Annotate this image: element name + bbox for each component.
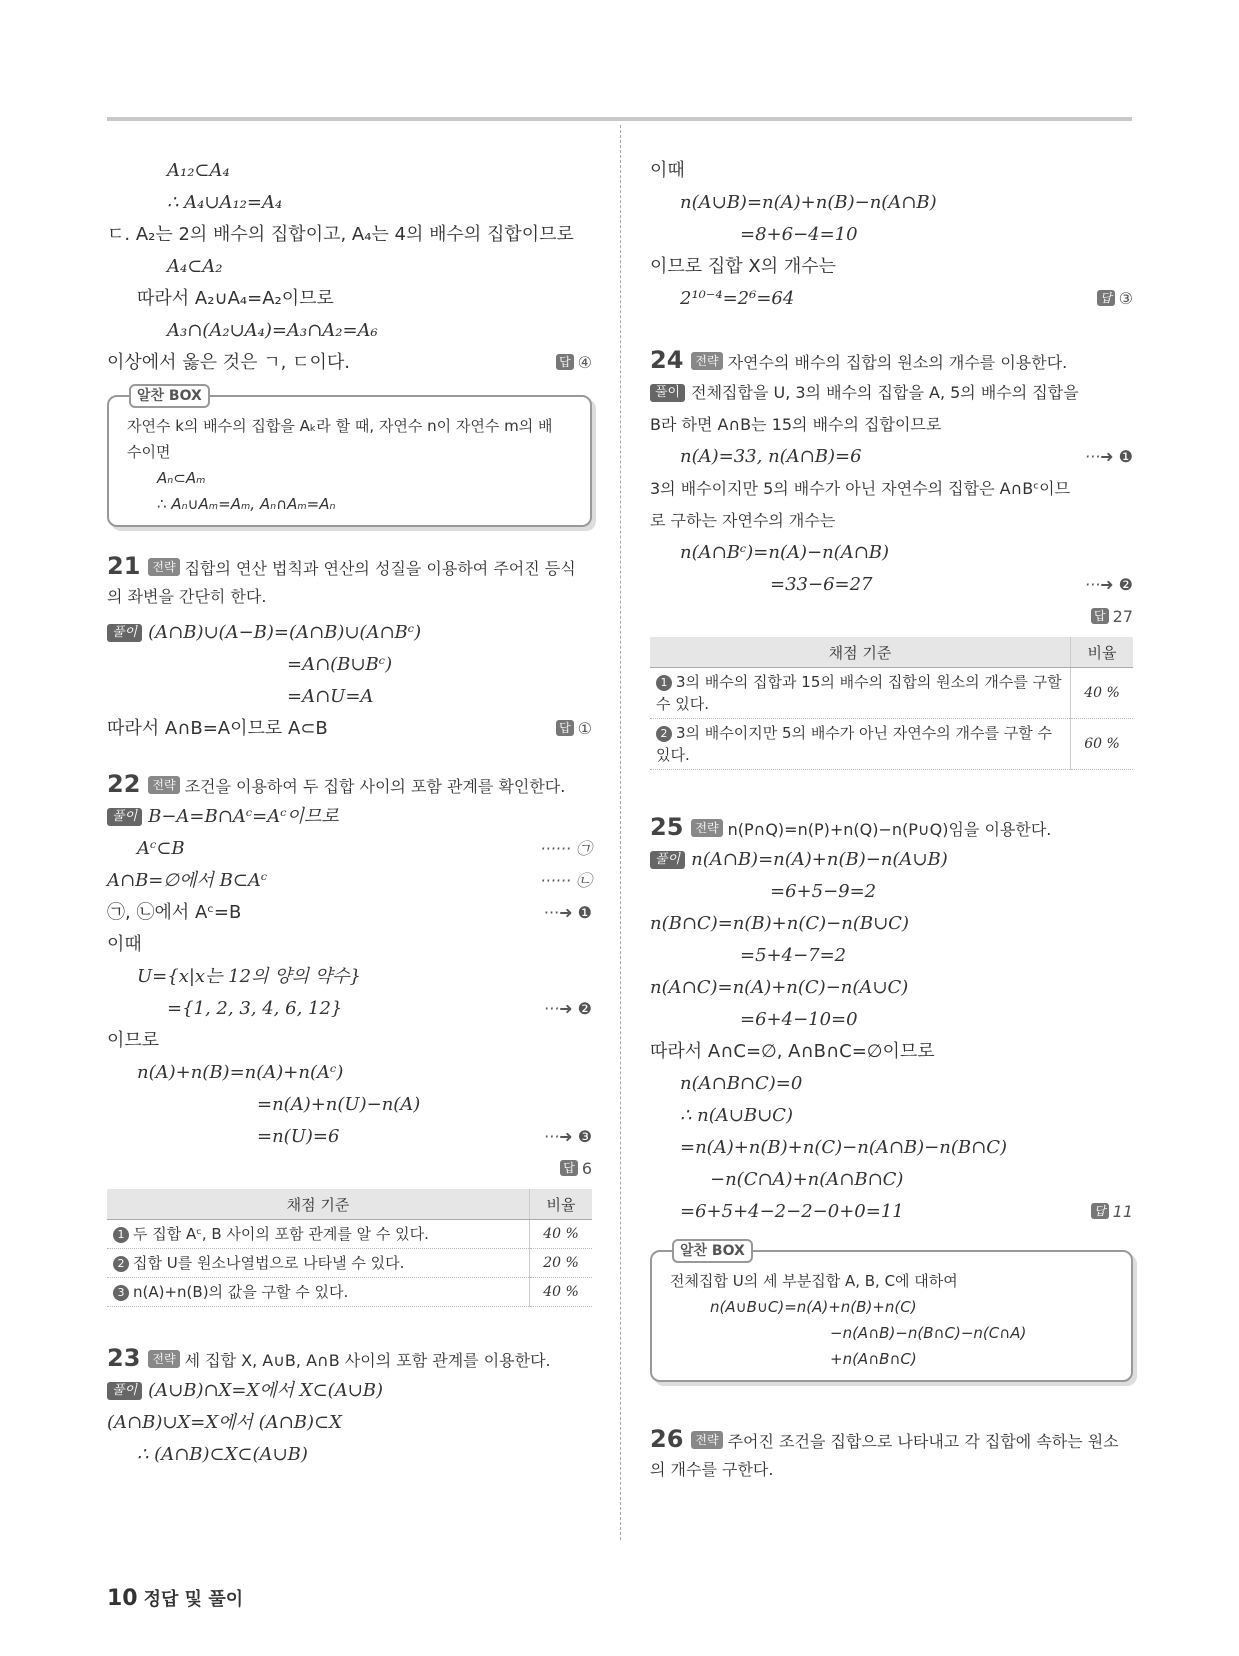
prev-line: ∴ A₄∪A₁₂=A₄	[167, 192, 283, 213]
answer-mark: 답 ①	[556, 713, 592, 745]
prev-line: A₃∩(A₂∪A₄)=A₃∩A₂=A₆	[167, 320, 378, 341]
tip-box-title: 알찬 BOX	[129, 384, 210, 408]
prev-line: 따라서 A₂∪A₄=A₂이므로	[137, 288, 334, 309]
question-22-header: 22 전략 조건을 이용하여 두 집합 사이의 포함 관계를 확인한다.	[107, 770, 566, 798]
answer-mark: 답 ③	[1097, 283, 1133, 315]
answer-mark: 답 11	[1091, 1196, 1133, 1228]
tip-box: 알찬 BOX 자연수 k의 배수의 집합을 Aₖ라 할 때, 자연수 n이 자연수 m의 배 수이면 Aₙ⊂Aₘ ∴ Aₙ∪Aₘ=Aₘ, Aₙ∩Aₘ=Aₙ	[107, 395, 592, 527]
grading-table: 채점 기준 비율 1 두 집합 Aᶜ, B 사이의 포함 관계를 알 수 있다. 40 % 2 집합 U를 원소나열법으로 나타낼 수 있다. 20 % 3 n(A)+n(B)의 값을 구할 수 있다. 40 %	[107, 1189, 592, 1307]
answer-mark: 답 ④	[556, 347, 592, 379]
prev-line: A₄⊂A₂	[167, 256, 223, 277]
answer-mark: 답 6	[560, 1153, 592, 1185]
prev-line: 이상에서 옳은 것은 ㄱ, ㄷ이다. 답 ④	[107, 347, 592, 379]
question-23-header: 23 전략 세 집합 X, A∪B, A∩B 사이의 포함 관계를 이용한다.	[107, 1344, 551, 1372]
column-divider	[620, 125, 621, 1540]
page-number: 10	[107, 1586, 138, 1611]
page-footer	[107, 1585, 243, 1611]
answer-mark: 답 27	[1091, 601, 1133, 633]
question-21-header: 21 전략 집합의 연산 법칙과 연산의 성질을 이용하여 주어진 등식	[107, 552, 576, 580]
table-row: 3 n(A)+n(B)의 값을 구할 수 있다. 40 %	[107, 1278, 592, 1307]
table-row: 2 3의 배수이지만 5의 배수가 아닌 자연수의 개수를 구할 수 있다. 60 %	[650, 719, 1133, 770]
tip-box: 알찬 BOX 전체집합 U의 세 부분집합 A, B, C에 대하여 n(A∪B∪C)=n(A)+n(B)+n(C) −n(A∩B)−n(B∩C)−n(C∩A) +n(A∩B∩C)	[650, 1250, 1133, 1382]
question-26-header: 26 전략 주어진 조건을 집합으로 나타내고 각 집합에 속하는 원소	[650, 1425, 1119, 1453]
prev-line: A₁₂⊂A₄	[167, 160, 230, 181]
question-24-header: 24 전략 자연수의 배수의 집합의 원소의 개수를 이용한다.	[650, 346, 1068, 374]
right-column: 이때 n(A∪B)=n(A)+n(B)−n(A∩B) =8+6−4=10 이므로 집합 X의 개수는 2¹⁰⁻⁴=2⁶=64 답 ③ 24 전략 자연수의 배수의 집합의 원소의 개수를 이용한다. 풀이 전체집합을 U, 3의 배수의 집합을 A, 5의 배수의 집합을 B라 하면 A∩B는 15의 배수의 집합이므로 n(A)=33, n(A∩B)=6 ···➜ ❶ 3의 배수이지만 5의 배수가 아닌 자연수의 집합은 A∩Bᶜ이므 로 구하는 자연수의 개수는 n(A∩Bᶜ)=n(A)−n(A∩B) =33−6=27 ···➜ ❷ 답 27 채점 기준 비율 1 3의 배수의 집합과 15의 배수의 집합의 원소의 개수를 구할 수 있다. 40 % 2 3의 배수이지만 5의 배수가 아닌 자연수의 개수를 구할 수 있다. 60 % 25 전략 n(P∩Q)=n(P)+n(Q)−n(P∪Q)임을 이용한다. 풀이 n(A∩B)=n(A)+n(B)−n(A∪B) =6+5−9=2 n(B∩C)=n(B)+n(C)−n(B∪C) =5+4−7=2 n(A∩C)=n(A)+n(C)−n(A∪C) =6+4−10=0 따라서 A∩C=∅, A∩B∩C=∅이므로 n(A∩B∩C)=0 ∴ n(A∪B∪C) =n(A)+n(B)+n(C)−n(A∩B)−n(B∩C) −n(C∩A)+n(A∩B∩C) =6+5+4−2−2−0+0=11 답 11 알찬 BOX 전체집합 U의 세 부분집합 A, B, C에 대하여 n(A∪B∪C)=n(A)+n(B)+n(C) −n(A∩B)−n(B∩C)−n(C∩A) +n(A∩B∩C) 26 전략 주어진 조건을 집합으로 나타내고 각 집합에 속하는 원소 의 개수를 구한다.	[650, 160, 1133, 1479]
left-column: A₁₂⊂A₄ ∴ A₄∪A₁₂=A₄ ㄷ. A₂는 2의 배수의 집합이고, A₄는 4의 배수의 집합이므로 A₄⊂A₂ 따라서 A₂∪A₄=A₂이므로 A₃∩(A₂∪A₄)=A₃∩A₂=A₆ 이상에서 옳은 것은 ㄱ, ㄷ이다. 답 ④ 알찬 BOX 자연수 k의 배수의 집합을 Aₖ라 할 때, 자연수 n이 자연수 m의 배 수이면 Aₙ⊂Aₘ ∴ Aₙ∪Aₘ=Aₘ, Aₙ∩Aₘ=Aₙ 21 전략 집합의 연산 법칙과 연산의 성질을 이용하여 주어진 등식 의 좌변을 간단히 한다. 풀이 (A∩B)∪(A−B)=(A∩B)∪(A∩Bᶜ) =A∩(B∪Bᶜ) =A∩U=A 따라서 A∩B=A이므로 A⊂B 답 ① 22 전략 조건을 이용하여 두 집합 사이의 포함 관계를 확인한다. 풀이 B−A=B∩Aᶜ=Aᶜ이므로 Aᶜ⊂B ······ ㉠ A∩B=∅에서 B⊂Aᶜ ······ ㉡ ㉠, ㉡에서 Aᶜ=B ···➜ ❶ 이때 U={x|x는 12의 양의 약수} ={1, 2, 3, 4, 6, 12} ···➜ ❷ 이므로 n(A)+n(B)=n(A)+n(Aᶜ) =n(A)+n(U)−n(A) =n(U)=6 ···➜ ❸ 답 6 채점 기준 비율 1 두 집합 Aᶜ, B 사이의 포함 관계를 알 수 있다. 40 % 2 집합 U를 원소나열법으로 나타낼 수 있다. 20 % 3 n(A)+n(B)의 값을 구할 수 있다. 40 % 23 전략 세 집합 X, A∪B, A∩B 사이의 포함 관계를 이용한다. 풀이 (A∪B)∩X=X에서 X⊂(A∪B) (A∩B)∪X=X에서 (A∩B)⊂X ∴ (A∩B)⊂X⊂(A∪B)	[107, 155, 592, 1471]
prev-line: ㄷ. A₂는 2의 배수의 집합이고, A₄는 4의 배수의 집합이므로	[107, 224, 574, 245]
grading-table: 채점 기준 비율 1 3의 배수의 집합과 15의 배수의 집합의 원소의 개수를 구할 수 있다. 40 % 2 3의 배수이지만 5의 배수가 아닌 자연수의 개수를 구할 수 있다. 60 %	[650, 637, 1133, 770]
tip-box-title: 알찬 BOX	[672, 1239, 753, 1263]
table-row: 1 두 집합 Aᶜ, B 사이의 포함 관계를 알 수 있다. 40 %	[107, 1220, 592, 1249]
top-rule	[107, 117, 1132, 121]
table-row: 2 집합 U를 원소나열법으로 나타낼 수 있다. 20 %	[107, 1249, 592, 1278]
footer-label: 정답 및 풀이	[143, 1589, 244, 1610]
question-25-header: 25 전략 n(P∩Q)=n(P)+n(Q)−n(P∪Q)임을 이용한다.	[650, 813, 1052, 841]
table-row: 1 3의 배수의 집합과 15의 배수의 집합의 원소의 개수를 구할 수 있다. 40 %	[650, 668, 1133, 719]
